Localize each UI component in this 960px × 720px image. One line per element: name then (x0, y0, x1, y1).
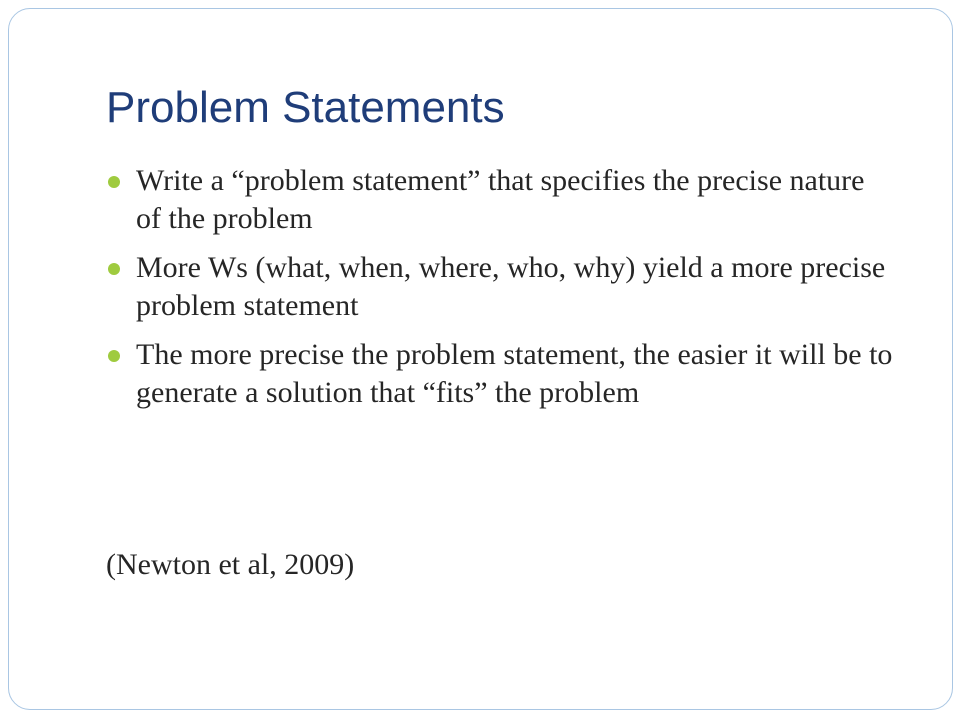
bullet-text: Write a “problem statement” that specifies the precise nature of the problem (136, 164, 865, 235)
bullet-dot-icon (108, 263, 120, 275)
slide-title: Problem Statements (106, 83, 505, 132)
bullet-list (106, 162, 896, 423)
bullet-text: The more precise the problem statement, the easier it will be to generate a solution that “fits” the problem (136, 338, 893, 409)
bullet-item (106, 162, 896, 238)
bullet-dot-icon (108, 350, 120, 362)
bullet-item (106, 249, 896, 325)
bullet-text: More Ws (what, when, where, who, why) yield a more precise problem statement (136, 251, 886, 322)
bullet-item (106, 336, 896, 412)
bullet-dot-icon (108, 176, 120, 188)
citation: (Newton et al, 2009) (106, 548, 355, 581)
